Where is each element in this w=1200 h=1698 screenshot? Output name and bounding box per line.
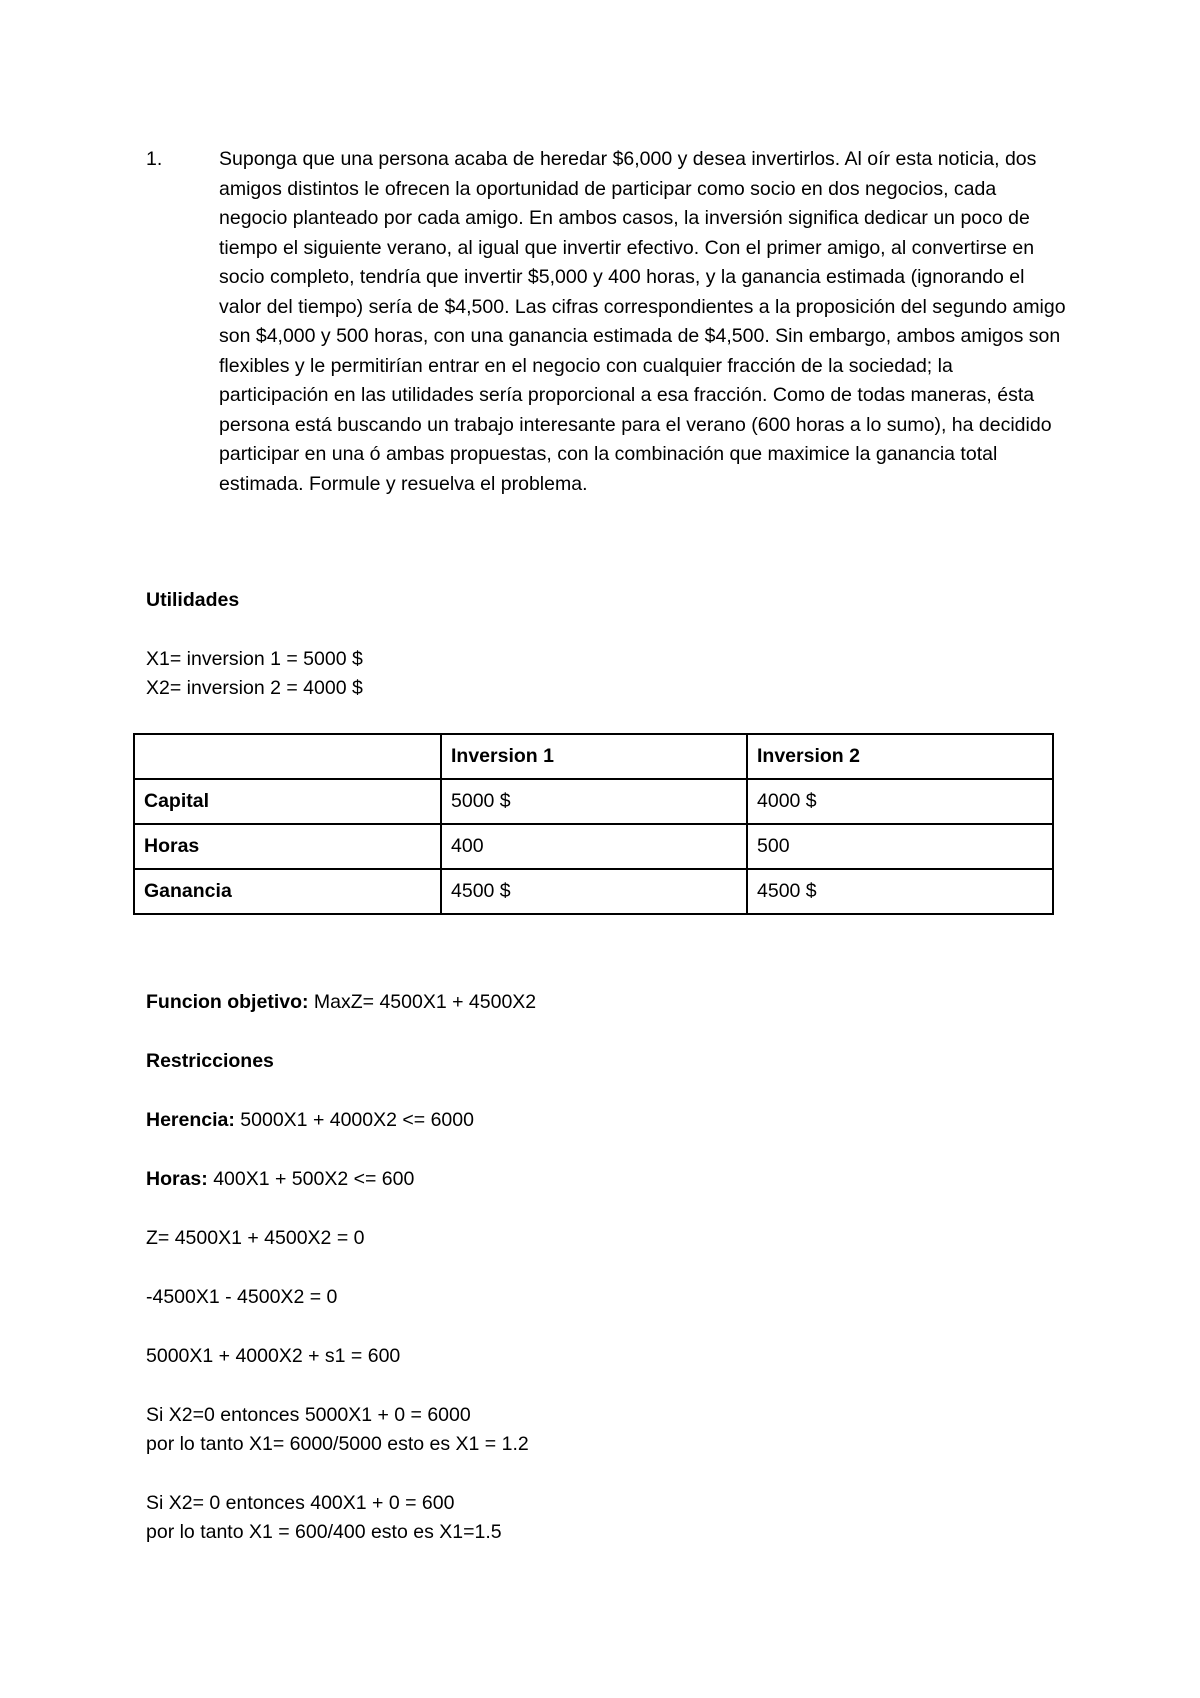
case1-line2: por lo tanto X1= 6000/5000 esto es X1 = 1.2 bbox=[146, 1433, 529, 1455]
table-cell: 4500 $ bbox=[747, 869, 1053, 914]
objective-label: Funcion objetivo: bbox=[146, 991, 309, 1013]
row-label: Horas bbox=[134, 824, 441, 869]
restricciones-heading: Restricciones bbox=[146, 1050, 274, 1072]
row-label: Capital bbox=[134, 779, 441, 824]
equation-negated: -4500X1 - 4500X2 = 0 bbox=[146, 1286, 338, 1308]
utilidades-heading: Utilidades bbox=[146, 589, 240, 611]
equation-z: Z= 4500X1 + 4500X2 = 0 bbox=[146, 1227, 365, 1249]
table-header-cell: Inversion 2 bbox=[747, 734, 1053, 779]
case1-line1: Si X2=0 entonces 5000X1 + 0 = 6000 bbox=[146, 1404, 471, 1426]
herencia-label: Herencia: bbox=[146, 1109, 235, 1131]
table-header-row bbox=[134, 734, 1053, 779]
objective-value: MaxZ= 4500X1 + 4500X2 bbox=[308, 991, 537, 1013]
horas-value: 400X1 + 500X2 <= 600 bbox=[207, 1168, 415, 1190]
table-row bbox=[134, 869, 1053, 914]
problem-number: 1. bbox=[146, 148, 163, 170]
row-label: Ganancia bbox=[134, 869, 441, 914]
table-header-cell bbox=[134, 734, 441, 779]
case2-line1: Si X2= 0 entonces 400X1 + 0 = 600 bbox=[146, 1492, 455, 1514]
table-cell: 4500 $ bbox=[441, 869, 747, 914]
herencia-value: 5000X1 + 4000X2 <= 6000 bbox=[234, 1109, 474, 1131]
table-cell: 4000 $ bbox=[747, 779, 1053, 824]
table-cell: 5000 $ bbox=[441, 779, 747, 824]
objective-function bbox=[146, 988, 536, 1018]
table-row bbox=[134, 779, 1053, 824]
table-cell: 500 bbox=[747, 824, 1053, 869]
equation-slack: 5000X1 + 4000X2 + s1 = 600 bbox=[146, 1345, 401, 1367]
case2-line2: por lo tanto X1 = 600/400 esto es X1=1.5 bbox=[146, 1521, 502, 1543]
table-cell: 400 bbox=[441, 824, 747, 869]
problem-text: Suponga que una persona acaba de heredar $6,000 y desea invertirlos. Al oír esta noticia, dos amigos distintos le ofrecen la oportunidad de participar como socio en dos negocios, cada negocio planteado por cada amigo. En ambos casos, la inversión significa dedicar un poco de tiempo el siguiente verano, al igual que invertir efectivo. Con el primer amigo, al convertirse en socio completo, tendría que invertir $5,000 y 400 horas, y la ganancia estimada (ignorando el valor del tiempo) sería de $4,500. Las cifras correspondientes a la proposición del segundo amigo son $4,000 y 500 horas, con una ganancia estimada de $4,500. Sin embargo, ambos amigos son flexibles y le permitirían entrar en el negocio con cualquier fracción de la sociedad; la participación en las utilidades sería proporcional a esa fracción. Como de todas maneras, ésta persona está buscando un trabajo interesante para el verano (600 horas a lo sumo), ha decidido participar en una ó ambas propuestas, con la combinación que maximice la ganancia total estimada. Formule y resuelva el problema. bbox=[219, 148, 1066, 495]
horas-constraint bbox=[146, 1165, 414, 1195]
table-header-cell: Inversion 1 bbox=[441, 734, 747, 779]
data-table bbox=[133, 733, 1054, 915]
herencia-constraint bbox=[146, 1106, 474, 1136]
table-row bbox=[134, 824, 1053, 869]
variable-x2: X2= inversion 2 = 4000 $ bbox=[146, 677, 363, 699]
problem-statement bbox=[146, 145, 1066, 499]
variable-x1: X1= inversion 1 = 5000 $ bbox=[146, 648, 363, 670]
horas-label: Horas: bbox=[146, 1168, 208, 1190]
